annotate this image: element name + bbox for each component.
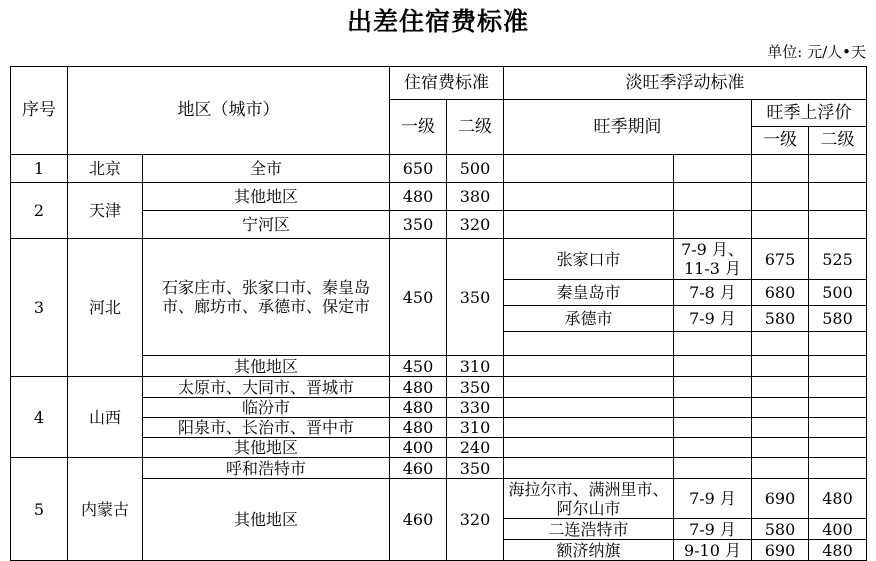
peak-city-text: 海拉尔市、满洲里市、阿尔山市 — [508, 479, 669, 518]
empty-cell — [674, 356, 752, 377]
peak-city-cell: 承德市 — [504, 306, 674, 332]
area-cell: 临汾市 — [143, 398, 390, 418]
header-peak-period: 旺季期间 — [504, 100, 752, 155]
table-row — [11, 239, 867, 280]
header-peak-level2: 二级 — [809, 127, 867, 155]
peak-city-cell: 秦皇岛市 — [504, 280, 674, 306]
level2-cell: 500 — [447, 155, 504, 183]
level1-cell: 650 — [390, 155, 447, 183]
empty-cell — [752, 438, 809, 458]
empty-cell — [752, 418, 809, 438]
level2-cell: 310 — [447, 418, 504, 438]
peak-level1-cell: 675 — [752, 239, 809, 280]
level1-cell: 460 — [390, 458, 447, 479]
seq-cell: 1 — [11, 155, 68, 183]
level2-cell: 380 — [447, 183, 504, 211]
peak-level1-cell: 690 — [752, 540, 809, 561]
region-cell: 天津 — [68, 183, 143, 239]
peak-period-cell: 9-10 月 — [674, 540, 752, 561]
accommodation-table — [10, 66, 867, 561]
empty-cell — [504, 356, 674, 377]
empty-cell — [809, 377, 867, 398]
peak-city-cell: 额济纳旗 — [504, 540, 674, 561]
area-cell: 太原市、大同市、晋城市 — [143, 377, 390, 398]
peak-level1-cell: 580 — [752, 306, 809, 332]
empty-cell — [809, 458, 867, 479]
empty-cell — [809, 438, 867, 458]
empty-cell — [674, 418, 752, 438]
level1-cell: 400 — [390, 438, 447, 458]
seq-cell: 5 — [11, 458, 68, 561]
empty-cell — [674, 155, 752, 183]
empty-cell — [752, 211, 809, 239]
level1-cell: 450 — [390, 356, 447, 377]
empty-cell — [752, 398, 809, 418]
empty-cell — [809, 398, 867, 418]
level1-cell: 480 — [390, 183, 447, 211]
level1-cell: 460 — [390, 479, 447, 561]
area-cell — [143, 239, 390, 356]
empty-cell — [504, 332, 674, 356]
seq-cell: 2 — [11, 183, 68, 239]
peak-level2-cell: 480 — [809, 540, 867, 561]
empty-cell — [504, 418, 674, 438]
header-peak-price: 旺季上浮价 — [752, 100, 867, 127]
peak-level2-cell: 500 — [809, 280, 867, 306]
header-float: 淡旺季浮动标准 — [504, 67, 867, 100]
header-level2: 二级 — [447, 100, 504, 155]
table-row — [11, 377, 867, 398]
empty-cell — [504, 398, 674, 418]
empty-cell — [809, 418, 867, 438]
header-seq: 序号 — [11, 67, 68, 155]
empty-cell — [674, 398, 752, 418]
level1-cell: 480 — [390, 418, 447, 438]
empty-cell — [752, 377, 809, 398]
area-cell: 其他地区 — [143, 479, 390, 561]
table-row — [11, 458, 867, 479]
empty-cell — [752, 332, 809, 356]
peak-level2-cell: 580 — [809, 306, 867, 332]
area-cell: 阳泉市、长治市、晋中市 — [143, 418, 390, 438]
level2-cell: 320 — [447, 211, 504, 239]
level1-cell: 480 — [390, 398, 447, 418]
empty-cell — [674, 332, 752, 356]
peak-period-cell: 7-9 月 — [674, 519, 752, 540]
empty-cell — [752, 183, 809, 211]
empty-cell — [504, 458, 674, 479]
level1-cell: 350 — [390, 211, 447, 239]
empty-cell — [504, 155, 674, 183]
empty-cell — [674, 183, 752, 211]
area-cell: 其他地区 — [143, 183, 390, 211]
empty-cell — [674, 438, 752, 458]
region-cell: 山西 — [68, 377, 143, 458]
empty-cell — [674, 377, 752, 398]
peak-level1-cell: 690 — [752, 479, 809, 519]
empty-cell — [674, 211, 752, 239]
level2-cell: 350 — [447, 377, 504, 398]
region-cell: 北京 — [68, 155, 143, 183]
seq-cell: 3 — [11, 239, 68, 377]
area-cell: 其他地区 — [143, 438, 390, 458]
area-text: 石家庄市、张家口市、秦皇岛市、廊坊市、承德市、保定市 — [161, 278, 370, 316]
unit-label: 单位: 元/人•天 — [767, 43, 866, 61]
level1-cell: 480 — [390, 377, 447, 398]
peak-period-cell: 7-8 月 — [674, 280, 752, 306]
peak-city-cell: 张家口市 — [504, 239, 674, 280]
area-cell: 全市 — [143, 155, 390, 183]
peak-period-cell: 7-9 月、11-3 月 — [674, 239, 752, 280]
peak-period-cell: 7-9 月 — [674, 479, 752, 519]
peak-period-cell: 7-9 月 — [674, 306, 752, 332]
level2-cell: 350 — [447, 458, 504, 479]
header-peak-level1: 一级 — [752, 127, 809, 155]
peak-level1-cell: 580 — [752, 519, 809, 540]
empty-cell — [809, 356, 867, 377]
level2-cell: 320 — [447, 479, 504, 561]
empty-cell — [752, 155, 809, 183]
seq-cell: 4 — [11, 377, 68, 458]
empty-cell — [674, 458, 752, 479]
peak-level2-cell: 525 — [809, 239, 867, 280]
empty-cell — [504, 377, 674, 398]
header-region: 地区（城市） — [68, 67, 390, 155]
peak-level2-cell: 480 — [809, 479, 867, 519]
region-cell: 内蒙古 — [68, 458, 143, 561]
page-title: 出差住宿费标准 — [346, 7, 529, 36]
empty-cell — [752, 356, 809, 377]
peak-level1-cell: 680 — [752, 280, 809, 306]
header-level1: 一级 — [390, 100, 447, 155]
area-cell: 呼和浩特市 — [143, 458, 390, 479]
level2-cell: 310 — [447, 356, 504, 377]
table-row — [11, 183, 867, 211]
peak-city-cell: 二连浩特市 — [504, 519, 674, 540]
peak-city-cell — [504, 479, 674, 519]
empty-cell — [504, 183, 674, 211]
header-accommodation: 住宿费标准 — [390, 67, 504, 100]
empty-cell — [809, 211, 867, 239]
empty-cell — [752, 458, 809, 479]
peak-level2-cell: 400 — [809, 519, 867, 540]
level2-cell: 350 — [447, 239, 504, 356]
empty-cell — [809, 155, 867, 183]
empty-cell — [809, 183, 867, 211]
level1-cell: 450 — [390, 239, 447, 356]
empty-cell — [809, 332, 867, 356]
empty-cell — [504, 211, 674, 239]
table-row — [11, 155, 867, 183]
empty-cell — [504, 438, 674, 458]
level2-cell: 330 — [447, 398, 504, 418]
region-cell: 河北 — [68, 239, 143, 377]
area-cell: 其他地区 — [143, 356, 390, 377]
level2-cell: 240 — [447, 438, 504, 458]
area-cell: 宁河区 — [143, 211, 390, 239]
